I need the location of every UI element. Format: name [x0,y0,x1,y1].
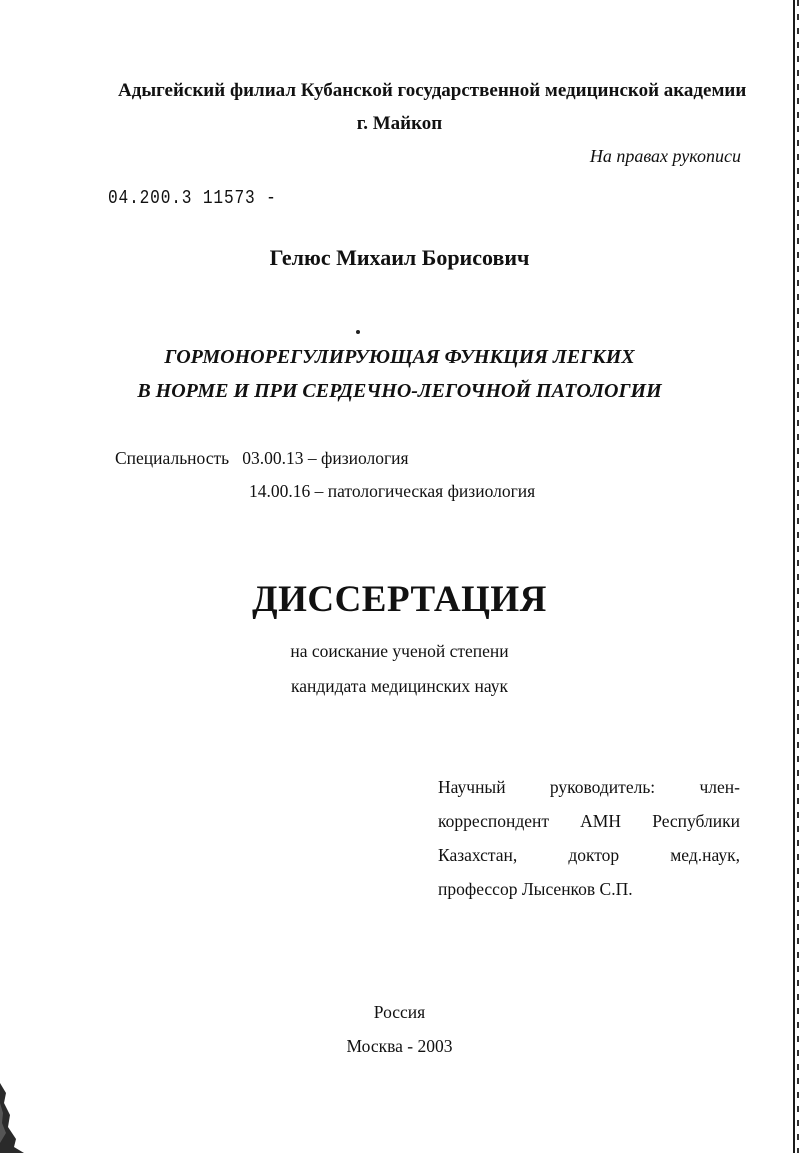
scan-edge-line [793,0,795,1153]
supervisor-line-3: Казахстан, доктор мед.наук, [438,845,740,865]
supervisor-block [438,770,740,906]
thesis-title-line-2: В НОРМЕ И ПРИ СЕРДЕЧНО-ЛЕГОЧНОЙ ПАТОЛОГИИ [137,380,662,402]
institution-city: г. Майкоп [356,113,443,134]
footer-country: Россия [373,1002,426,1022]
thesis-title-line-1: ГОРМОНОРЕГУЛИРУЮЩАЯ ФУНКЦИЯ ЛЕГКИХ [164,346,635,368]
footer-city-year: Москва - 2003 [346,1036,453,1056]
specialty-code-2: 14.00.16 – патологическая физиология [249,481,536,501]
supervisor-line-4: профессор Лысенков С.П. [438,879,633,899]
specialty-label: Специальность [115,448,230,468]
specialty-line-1 [115,448,409,469]
specialty-code-1: 03.00.13 – физиология [242,448,409,468]
institution-name: Адыгейский филиал Кубанской государственной медицинской академии [118,80,747,101]
scan-corner-artifact [0,1083,24,1153]
document-type-heading: ДИССЕРТАЦИЯ [252,579,547,620]
degree-line-1: на соискание ученой степени [290,641,509,661]
author-name: Гелюс Михаил Борисович [269,245,530,270]
supervisor-line-1: Научный руководитель: член- [438,777,740,797]
stray-dot [356,330,360,334]
supervisor-line-2: корреспондент АМН Республики [438,811,740,831]
registry-code: 04.200.3 11573 - [108,187,277,209]
degree-line-2: кандидата медицинских наук [290,676,509,696]
manuscript-note: На правах рукописи [589,146,741,166]
